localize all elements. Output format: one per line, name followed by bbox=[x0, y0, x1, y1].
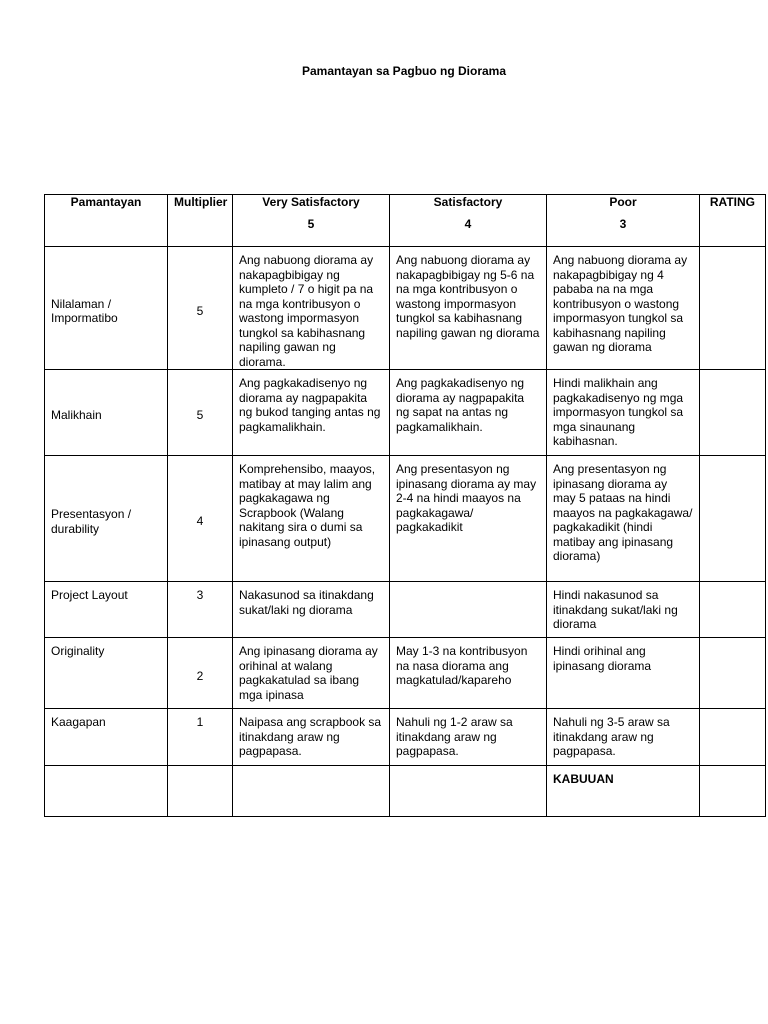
table-row bbox=[45, 709, 766, 766]
satisfactory-cell: Ang nabuong diorama ay nakapagbibigay ng 5-6 na na mga kontribusyon o wastong impormasyon tungkol sa kabihasnang napiling gawan ng diorama bbox=[390, 247, 547, 370]
table-row bbox=[45, 370, 766, 456]
header-poor: Poor 3 bbox=[547, 195, 700, 247]
rating-cell[interactable] bbox=[700, 456, 766, 582]
criteria-cell: Nilalaman / Impormatibo bbox=[45, 247, 168, 370]
poor-cell: Ang presentasyon ng ipinasang diorama ay may 5 pataas na hindi maayos na pagkakagawa/ pagkakadikit (hindi matibay ang ipinasang diorama) bbox=[547, 456, 700, 582]
criteria-cell: Presentasyon / durability bbox=[45, 456, 168, 582]
satisfactory-cell: May 1-3 na kontribusyon na nasa diorama ang magkatulad/kapareho bbox=[390, 638, 547, 709]
multiplier-cell: 2 bbox=[168, 638, 233, 709]
very-satisfactory-cell: Ang pagkakadisenyo ng diorama ay nagpapakita ng bukod tanging antas ng pagkamalikhain. bbox=[233, 370, 390, 456]
rating-cell[interactable] bbox=[700, 247, 766, 370]
very-satisfactory-cell: Komprehensibo, maayos, matibay at may lalim ang pagkakagawa ng Scrapbook (Walang nakitang sira o dumi sa ipinasang output) bbox=[233, 456, 390, 582]
empty-cell bbox=[233, 766, 390, 817]
rubric-table bbox=[44, 194, 766, 817]
multiplier-cell: 5 bbox=[168, 370, 233, 456]
very-satisfactory-cell: Ang ipinasang diorama ay orihinal at walang pagkakatulad sa ibang mga ipinasa bbox=[233, 638, 390, 709]
table-row bbox=[45, 638, 766, 709]
poor-cell: Hindi malikhain ang pagkakadisenyo ng mga impormasyon tungkol sa mga sinaunang kabihasnan. bbox=[547, 370, 700, 456]
header-rating: RATING bbox=[700, 195, 766, 247]
rating-cell[interactable] bbox=[700, 709, 766, 766]
empty-cell bbox=[390, 766, 547, 817]
header-row bbox=[45, 195, 766, 247]
header-very-satisfactory: Very Satisfactory 5 bbox=[233, 195, 390, 247]
criteria-cell: Project Layout bbox=[45, 582, 168, 638]
header-satisfactory: Satisfactory 4 bbox=[390, 195, 547, 247]
multiplier-cell: 1 bbox=[168, 709, 233, 766]
multiplier-cell: 3 bbox=[168, 582, 233, 638]
rating-cell[interactable] bbox=[700, 582, 766, 638]
table-row bbox=[45, 247, 766, 370]
rating-cell[interactable] bbox=[700, 370, 766, 456]
very-satisfactory-cell: Naipasa ang scrapbook sa itinakdang araw ng pagpapasa. bbox=[233, 709, 390, 766]
table-row bbox=[45, 582, 766, 638]
criteria-cell: Malikhain bbox=[45, 370, 168, 456]
total-label: KABUUAN bbox=[547, 766, 700, 817]
satisfactory-cell: Ang presentasyon ng ipinasang diorama ay may 2-4 na hindi maayos na pagkakagawa/ pagkakadikit bbox=[390, 456, 547, 582]
satisfactory-cell: Ang pagkakadisenyo ng diorama ay nagpapakita ng sapat na antas ng pagkamalikhain. bbox=[390, 370, 547, 456]
total-row bbox=[45, 766, 766, 817]
poor-cell: Nahuli ng 3-5 araw sa itinakdang araw ng pagpapasa. bbox=[547, 709, 700, 766]
empty-cell bbox=[168, 766, 233, 817]
satisfactory-cell bbox=[390, 582, 547, 638]
very-satisfactory-cell: Nakasunod sa itinakdang sukat/laki ng diorama bbox=[233, 582, 390, 638]
poor-cell: Hindi orihinal ang ipinasang diorama bbox=[547, 638, 700, 709]
total-rating-cell[interactable] bbox=[700, 766, 766, 817]
empty-cell bbox=[45, 766, 168, 817]
criteria-cell: Kaagapan bbox=[45, 709, 168, 766]
header-poor-points: 3 bbox=[619, 216, 627, 231]
header-criteria: Pamantayan bbox=[45, 195, 168, 247]
header-satisfactory-points: 4 bbox=[464, 216, 472, 231]
satisfactory-cell: Nahuli ng 1-2 araw sa itinakdang araw ng pagpapasa. bbox=[390, 709, 547, 766]
criteria-cell: Originality bbox=[45, 638, 168, 709]
poor-cell: Ang nabuong diorama ay nakapagbibigay ng 4 pababa na na mga kontribusyon o wastong impormasyon tungkol sa kabihasnang napiling gawan ng diorama bbox=[547, 247, 700, 370]
rating-cell[interactable] bbox=[700, 638, 766, 709]
very-satisfactory-cell: Ang nabuong diorama ay nakapagbibigay ng kumpleto / 7 o higit pa na na mga kontribusyon o wastong impormasyon tungkol sa kabihasnang napiling gawan ng diorama. bbox=[233, 247, 390, 370]
multiplier-cell: 4 bbox=[168, 456, 233, 582]
document-title: Pamantayan sa Pagbuo ng Diorama bbox=[301, 64, 507, 78]
header-multiplier: Multiplier bbox=[168, 195, 233, 247]
poor-cell: Hindi nakasunod sa itinakdang sukat/laki ng diorama bbox=[547, 582, 700, 638]
header-very-satisfactory-points: 5 bbox=[307, 216, 315, 231]
table-row bbox=[45, 456, 766, 582]
multiplier-cell: 5 bbox=[168, 247, 233, 370]
